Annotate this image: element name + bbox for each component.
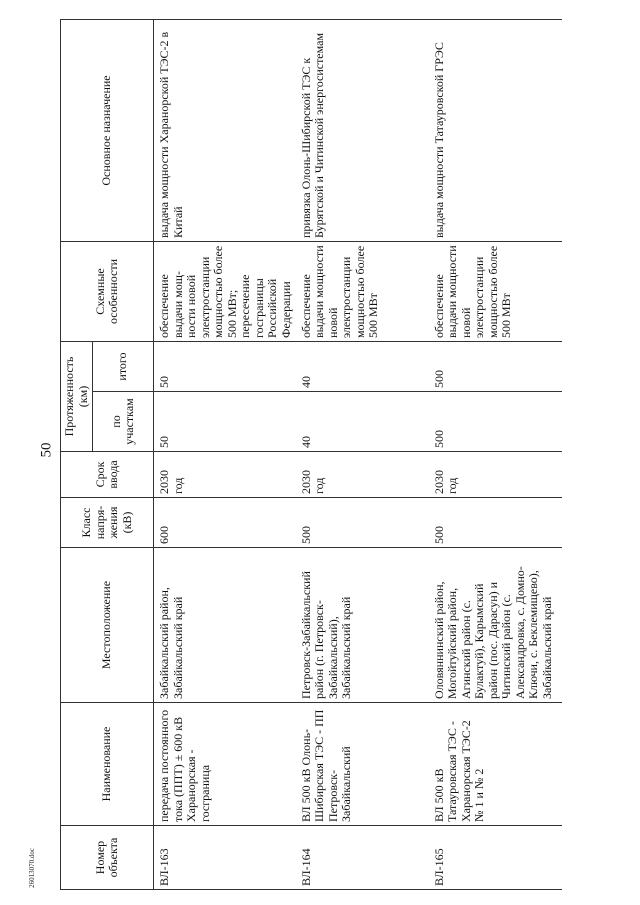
table-row — [154, 20, 296, 890]
cell-voltage: 600 — [154, 498, 296, 548]
header-length-sections: по участкам — [93, 392, 154, 452]
cell-purpose: выдача мощности Харанорской ТЭС-2 в Китай — [154, 20, 296, 242]
cell-features: обеспечение выдачи мощности новой электростанции мощностью более 500 МВт — [296, 242, 429, 342]
page-number: 50 — [38, 442, 55, 458]
cell-term: 2030 год — [154, 452, 296, 498]
header-number: Номер объекта — [61, 826, 154, 890]
cell-number: ВЛ-163 — [154, 826, 296, 890]
footer-file-code: 26013070.doc — [28, 848, 36, 888]
cell-length-total: 40 — [296, 342, 429, 392]
rotated-page-content — [60, 10, 620, 890]
cell-name: передача постоянного тока (ППТ) ± 600 кВ Харанорская - госграница — [154, 703, 296, 826]
power-lines-table — [60, 19, 562, 890]
header-length: Протяженность (км) — [61, 342, 93, 452]
cell-voltage: 500 — [429, 498, 562, 548]
cell-length-sections: 500 — [429, 392, 562, 452]
cell-term: 2030 год — [429, 452, 562, 498]
cell-purpose: привязка Олонь-Шибирской ТЭС к Бурятской и Читинской энергосистемам — [296, 20, 429, 242]
cell-term: 2030 год — [296, 452, 429, 498]
cell-number: ВЛ-164 — [296, 826, 429, 890]
cell-length-total: 50 — [154, 342, 296, 392]
cell-location: Оловяннинский район, Могойтуйский район, Агинский район (с. Булактуй), Карымский район (пос. Дарасун) и Читинский район (с. Александровка, с. Домно-Ключи, с. Беклемищево), Забайкальский край — [429, 548, 562, 703]
cell-purpose: выдача мощности Татауровской ГРЭС — [429, 20, 562, 242]
cell-name: ВЛ 500 кВ Татауровская ТЭС - Харанорская ТЭС-2 № 1 и № 2 — [429, 703, 562, 826]
cell-length-total: 500 — [429, 342, 562, 392]
header-name: Наименование — [61, 703, 154, 826]
cell-name: ВЛ 500 кВ Олонь-Шибирская ТЭС - ПП Петровск-Забайкальский — [296, 703, 429, 826]
cell-voltage: 500 — [296, 498, 429, 548]
cell-location: Петровск-Забайкальский район (г. Петровск-Забайкальский), Забайкальский край — [296, 548, 429, 703]
cell-number: ВЛ-165 — [429, 826, 562, 890]
table-row — [429, 20, 562, 890]
header-length-total: итого — [93, 342, 154, 392]
table-row — [296, 20, 429, 890]
cell-length-sections: 40 — [296, 392, 429, 452]
header-term: Срок ввода — [61, 452, 154, 498]
header-purpose: Основное назначение — [61, 20, 154, 242]
cell-features: обеспечение выдачи мощности новой электростанции мощностью более 500 МВт — [429, 242, 562, 342]
cell-features: обеспечение выдачи мощ-ности новой электростанции мощностью более 500 МВт; пересечение госграницы Российской Федерации — [154, 242, 296, 342]
cell-location: Забайкальский район, Забайкальский край — [154, 548, 296, 703]
header-location: Местоположение — [61, 548, 154, 703]
cell-length-sections: 50 — [154, 392, 296, 452]
header-voltage: Класс напря-жения (кВ) — [61, 498, 154, 548]
header-features: Схемные особенности — [61, 242, 154, 342]
